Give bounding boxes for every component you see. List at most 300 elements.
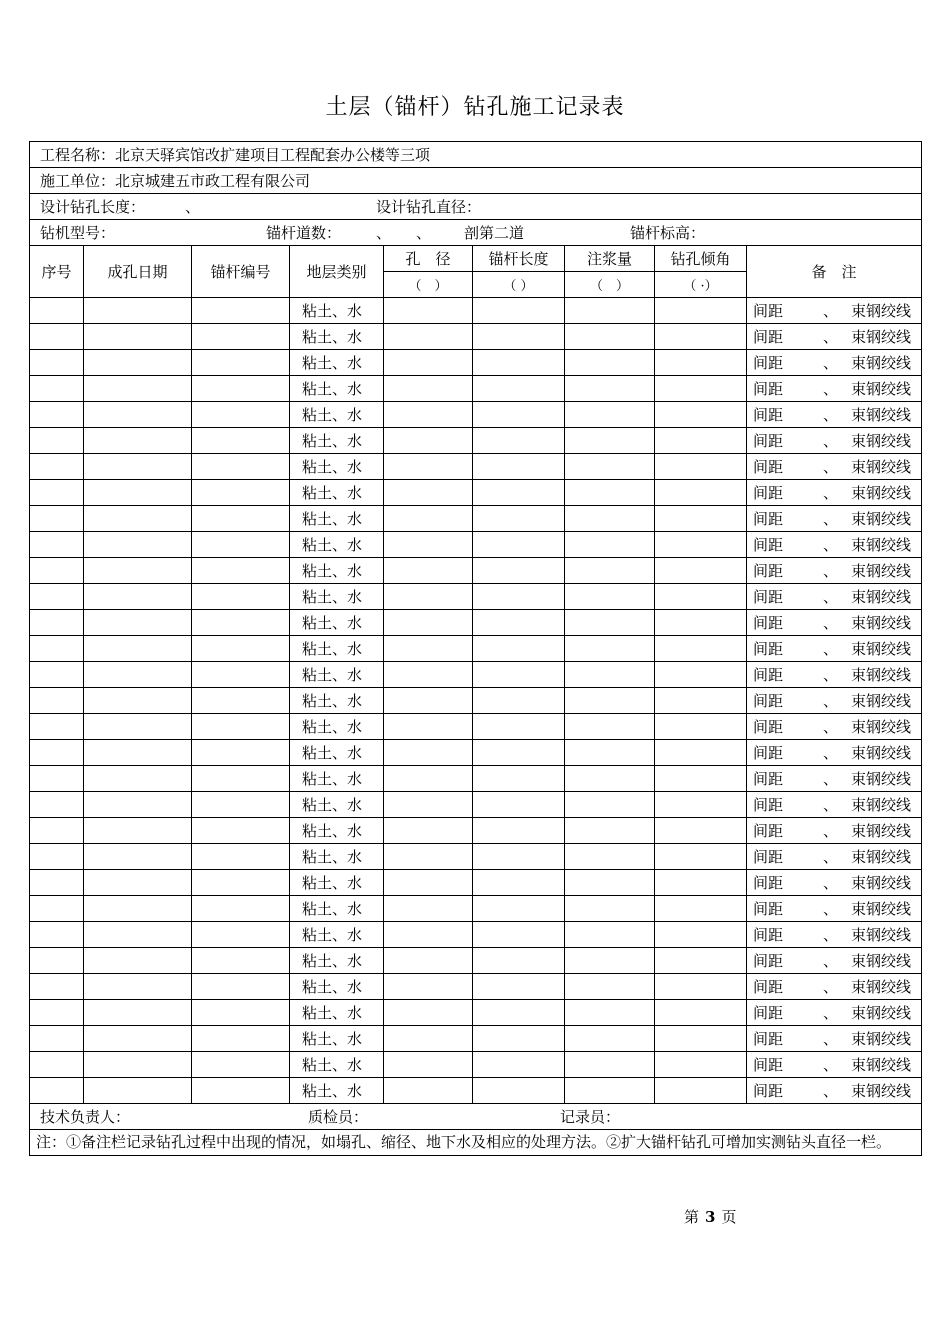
cell-length (473, 1052, 565, 1078)
col-anchor-no: 锚杆编号 (192, 246, 290, 298)
cell-anchor-no (192, 714, 290, 740)
page-title: 土层（锚杆）钻孔施工记录表 (325, 95, 625, 120)
cell-grout (565, 350, 655, 376)
remark-spacing-label: 间距 (753, 406, 784, 424)
table-row (30, 792, 922, 818)
col-length: 锚杆长度 (473, 246, 565, 272)
table-row (30, 974, 922, 1000)
cell-length (473, 636, 565, 662)
remark-strand-label: 束钢绞线 (851, 432, 912, 450)
cell-date (84, 428, 192, 454)
cell-grout (565, 376, 655, 402)
table-row (30, 870, 922, 896)
remark-strand-label: 束钢绞线 (851, 796, 912, 814)
cell-remarks (747, 688, 922, 714)
cell-date (84, 506, 192, 532)
cell-remarks (747, 1052, 922, 1078)
cell-stratum: 粘土、水 (290, 948, 384, 974)
section-label: 剖第二道 (464, 224, 525, 242)
cell-length (473, 766, 565, 792)
cell-date (84, 844, 192, 870)
remark-spacing-label: 间距 (753, 874, 784, 892)
cell-anchor-no (192, 974, 290, 1000)
remark-strand-label: 束钢绞线 (851, 458, 912, 476)
cell-remarks (747, 1078, 922, 1104)
table-row (30, 428, 922, 454)
cell-remarks (747, 558, 922, 584)
cell-length (473, 376, 565, 402)
cell-grout (565, 428, 655, 454)
cell-stratum: 粘土、水 (290, 480, 384, 506)
cell-remarks (747, 792, 922, 818)
cell-length (473, 740, 565, 766)
remark-strand-label: 束钢绞线 (851, 874, 912, 892)
cell-date (84, 1052, 192, 1078)
cell-seq (30, 532, 84, 558)
cell-seq (30, 818, 84, 844)
remark-separator: 、 (823, 744, 839, 762)
cell-date (84, 298, 192, 324)
drilling-record-table (29, 141, 922, 1156)
cell-diameter (384, 844, 473, 870)
cell-angle (655, 844, 747, 870)
cell-seq (30, 298, 84, 324)
cell-seq (30, 1078, 84, 1104)
remark-spacing-label: 间距 (753, 770, 784, 788)
cell-length (473, 506, 565, 532)
remark-spacing-label: 间距 (753, 354, 784, 372)
remark-separator: 、 (823, 432, 839, 450)
cell-grout (565, 662, 655, 688)
remark-strand-label: 束钢绞线 (851, 978, 912, 996)
remark-separator: 、 (823, 458, 839, 476)
col-angle: 钻孔倾角 (655, 246, 747, 272)
cell-diameter (384, 402, 473, 428)
table-row (30, 584, 922, 610)
cell-seq (30, 1026, 84, 1052)
cell-date (84, 1078, 192, 1104)
remark-spacing-label: 间距 (753, 1082, 784, 1100)
anchor-count-label: 锚杆道数： (266, 224, 342, 242)
tech-lead-label: 技术负责人： (40, 1108, 131, 1126)
cell-stratum: 粘土、水 (290, 922, 384, 948)
table-row (30, 324, 922, 350)
cell-stratum: 粘土、水 (290, 1078, 384, 1104)
cell-remarks (747, 402, 922, 428)
cell-grout (565, 402, 655, 428)
cell-seq (30, 766, 84, 792)
cell-seq (30, 870, 84, 896)
remark-separator: 、 (823, 1056, 839, 1074)
remark-strand-label: 束钢绞线 (851, 562, 912, 580)
remark-spacing-label: 间距 (753, 1030, 784, 1048)
remark-spacing-label: 间距 (753, 1004, 784, 1022)
remark-spacing-label: 间距 (753, 822, 784, 840)
cell-remarks (747, 636, 922, 662)
cell-anchor-no (192, 610, 290, 636)
cell-diameter (384, 896, 473, 922)
cell-angle (655, 350, 747, 376)
remark-separator: 、 (823, 666, 839, 684)
inspector-label: 质检员： (308, 1108, 369, 1126)
cell-length (473, 688, 565, 714)
remark-strand-label: 束钢绞线 (851, 744, 912, 762)
cell-anchor-no (192, 480, 290, 506)
cell-date (84, 558, 192, 584)
cell-angle (655, 922, 747, 948)
cell-angle (655, 688, 747, 714)
cell-anchor-no (192, 1052, 290, 1078)
cell-diameter (384, 584, 473, 610)
cell-angle (655, 870, 747, 896)
cell-seq (30, 324, 84, 350)
cell-anchor-no (192, 636, 290, 662)
cell-grout (565, 714, 655, 740)
cell-remarks (747, 324, 922, 350)
cell-stratum: 粘土、水 (290, 350, 384, 376)
cell-seq (30, 558, 84, 584)
remark-strand-label: 束钢绞线 (851, 640, 912, 658)
cell-stratum: 粘土、水 (290, 844, 384, 870)
cell-grout (565, 688, 655, 714)
cell-diameter (384, 350, 473, 376)
cell-length (473, 662, 565, 688)
cell-diameter (384, 324, 473, 350)
remark-spacing-label: 间距 (753, 614, 784, 632)
cell-grout (565, 896, 655, 922)
table-row (30, 1078, 922, 1104)
cell-anchor-no (192, 298, 290, 324)
remark-separator: 、 (823, 302, 839, 320)
cell-stratum: 粘土、水 (290, 1026, 384, 1052)
cell-anchor-no (192, 948, 290, 974)
cell-length (473, 792, 565, 818)
cell-date (84, 818, 192, 844)
remark-separator: 、 (823, 510, 839, 528)
cell-diameter (384, 298, 473, 324)
project-name: 工程名称：北京天驿宾馆改扩建项目工程配套办公楼等三项 (30, 142, 922, 168)
cell-angle (655, 376, 747, 402)
col-stratum: 地层类别 (290, 246, 384, 298)
cell-length (473, 584, 565, 610)
remark-spacing-label: 间距 (753, 926, 784, 944)
table-row (30, 740, 922, 766)
cell-diameter (384, 974, 473, 1000)
remark-separator: 、 (823, 588, 839, 606)
remark-spacing-label: 间距 (753, 458, 784, 476)
cell-length (473, 428, 565, 454)
cell-date (84, 688, 192, 714)
remark-spacing-label: 间距 (753, 718, 784, 736)
cell-anchor-no (192, 428, 290, 454)
cell-anchor-no (192, 792, 290, 818)
rig-row (30, 220, 922, 246)
cell-grout (565, 610, 655, 636)
cell-grout (565, 766, 655, 792)
table-row (30, 350, 922, 376)
cell-length (473, 1026, 565, 1052)
cell-stratum: 粘土、水 (290, 896, 384, 922)
col-diameter: 孔 径 (384, 246, 473, 272)
cell-anchor-no (192, 844, 290, 870)
cell-length (473, 948, 565, 974)
cell-date (84, 740, 192, 766)
remark-spacing-label: 间距 (753, 380, 784, 398)
cell-grout (565, 454, 655, 480)
cell-remarks (747, 1000, 922, 1026)
cell-seq (30, 688, 84, 714)
cell-stratum: 粘土、水 (290, 1000, 384, 1026)
cell-angle (655, 740, 747, 766)
cell-grout (565, 1000, 655, 1026)
cell-remarks (747, 376, 922, 402)
cell-date (84, 480, 192, 506)
cell-length (473, 922, 565, 948)
cell-angle (655, 792, 747, 818)
cell-stratum: 粘土、水 (290, 402, 384, 428)
cell-seq (30, 844, 84, 870)
cell-angle (655, 506, 747, 532)
cell-remarks (747, 1026, 922, 1052)
cell-stratum: 粘土、水 (290, 376, 384, 402)
cell-stratum: 粘土、水 (290, 740, 384, 766)
cell-grout (565, 948, 655, 974)
cell-angle (655, 610, 747, 636)
cell-seq (30, 506, 84, 532)
cell-length (473, 480, 565, 506)
table-row (30, 636, 922, 662)
cell-angle (655, 1000, 747, 1026)
remark-spacing-label: 间距 (753, 562, 784, 580)
remark-separator: 、 (823, 900, 839, 918)
cell-length (473, 714, 565, 740)
cell-anchor-no (192, 324, 290, 350)
cell-grout (565, 740, 655, 766)
cell-length (473, 818, 565, 844)
remark-separator: 、 (823, 770, 839, 788)
anchor-elevation-label: 锚杆标高： (630, 224, 706, 242)
cell-remarks (747, 974, 922, 1000)
cell-date (84, 532, 192, 558)
cell-anchor-no (192, 350, 290, 376)
cell-anchor-no (192, 506, 290, 532)
cell-diameter (384, 766, 473, 792)
col-grout-unit: （ ） (565, 272, 655, 298)
cell-date (84, 896, 192, 922)
cell-stratum: 粘土、水 (290, 454, 384, 480)
remark-strand-label: 束钢绞线 (851, 1004, 912, 1022)
remark-separator: 、 (823, 328, 839, 346)
cell-remarks (747, 714, 922, 740)
table-row (30, 1052, 922, 1078)
cell-seq (30, 948, 84, 974)
remark-strand-label: 束钢绞线 (851, 328, 912, 346)
remark-spacing-label: 间距 (753, 666, 784, 684)
cell-grout (565, 506, 655, 532)
design-row (30, 194, 922, 220)
remark-spacing-label: 间距 (753, 432, 784, 450)
cell-date (84, 324, 192, 350)
anchor-count-sep1: 、 (376, 224, 392, 242)
remark-strand-label: 束钢绞线 (851, 848, 912, 866)
cell-anchor-no (192, 688, 290, 714)
cell-length (473, 1000, 565, 1026)
remark-separator: 、 (823, 484, 839, 502)
table-row (30, 714, 922, 740)
cell-remarks (747, 740, 922, 766)
cell-remarks (747, 896, 922, 922)
cell-length (473, 896, 565, 922)
cell-diameter (384, 948, 473, 974)
cell-diameter (384, 792, 473, 818)
cell-stratum: 粘土、水 (290, 714, 384, 740)
cell-stratum: 粘土、水 (290, 974, 384, 1000)
cell-diameter (384, 1026, 473, 1052)
cell-seq (30, 480, 84, 506)
table-row (30, 896, 922, 922)
contractor-name: 施工单位：北京城建五市政工程有限公司 (30, 168, 922, 194)
cell-grout (565, 844, 655, 870)
remark-strand-label: 束钢绞线 (851, 484, 912, 502)
table-row (30, 532, 922, 558)
cell-stratum: 粘土、水 (290, 792, 384, 818)
cell-stratum: 粘土、水 (290, 584, 384, 610)
remark-spacing-label: 间距 (753, 978, 784, 996)
table-row (30, 402, 922, 428)
cell-stratum: 粘土、水 (290, 298, 384, 324)
remark-separator: 、 (823, 614, 839, 632)
remark-spacing-label: 间距 (753, 640, 784, 658)
cell-anchor-no (192, 584, 290, 610)
design-length-sep: 、 (185, 198, 201, 216)
cell-angle (655, 1078, 747, 1104)
table-row (30, 688, 922, 714)
remark-spacing-label: 间距 (753, 302, 784, 320)
cell-grout (565, 974, 655, 1000)
cell-anchor-no (192, 1078, 290, 1104)
table-row (30, 454, 922, 480)
cell-date (84, 1000, 192, 1026)
cell-stratum: 粘土、水 (290, 558, 384, 584)
cell-stratum: 粘土、水 (290, 1052, 384, 1078)
cell-angle (655, 454, 747, 480)
cell-stratum: 粘土、水 (290, 766, 384, 792)
cell-stratum: 粘土、水 (290, 818, 384, 844)
remark-strand-label: 束钢绞线 (851, 926, 912, 944)
table-row (30, 558, 922, 584)
remark-strand-label: 束钢绞线 (851, 770, 912, 788)
cell-grout (565, 1078, 655, 1104)
cell-anchor-no (192, 1000, 290, 1026)
col-length-unit: （ ） (473, 272, 565, 298)
cell-length (473, 324, 565, 350)
page-number-value: 3 (705, 1208, 716, 1226)
cell-anchor-no (192, 402, 290, 428)
cell-grout (565, 922, 655, 948)
remark-strand-label: 束钢绞线 (851, 952, 912, 970)
cell-date (84, 870, 192, 896)
table-row (30, 766, 922, 792)
anchor-count-sep2: 、 (416, 224, 432, 242)
cell-seq (30, 1000, 84, 1026)
cell-anchor-no (192, 740, 290, 766)
table-row (30, 1026, 922, 1052)
cell-grout (565, 636, 655, 662)
table-row (30, 298, 922, 324)
remark-spacing-label: 间距 (753, 328, 784, 346)
cell-remarks (747, 584, 922, 610)
cell-diameter (384, 870, 473, 896)
remark-spacing-label: 间距 (753, 744, 784, 762)
cell-diameter (384, 506, 473, 532)
cell-anchor-no (192, 818, 290, 844)
cell-diameter (384, 818, 473, 844)
col-diameter-unit: （ ） (384, 272, 473, 298)
cell-stratum: 粘土、水 (290, 428, 384, 454)
cell-seq (30, 1052, 84, 1078)
remark-spacing-label: 间距 (753, 848, 784, 866)
remark-strand-label: 束钢绞线 (851, 354, 912, 372)
design-diameter-label: 设计钻孔直径： (376, 198, 482, 216)
cell-angle (655, 818, 747, 844)
cell-remarks (747, 610, 922, 636)
cell-stratum: 粘土、水 (290, 870, 384, 896)
table-row (30, 506, 922, 532)
col-seq: 序号 (30, 246, 84, 298)
cell-remarks (747, 922, 922, 948)
cell-date (84, 974, 192, 1000)
cell-grout (565, 532, 655, 558)
cell-seq (30, 792, 84, 818)
remark-separator: 、 (823, 562, 839, 580)
cell-seq (30, 740, 84, 766)
cell-diameter (384, 1078, 473, 1104)
col-grout: 注浆量 (565, 246, 655, 272)
cell-length (473, 844, 565, 870)
remark-separator: 、 (823, 354, 839, 372)
table-row (30, 922, 922, 948)
cell-length (473, 870, 565, 896)
cell-angle (655, 480, 747, 506)
cell-date (84, 662, 192, 688)
cell-diameter (384, 1052, 473, 1078)
cell-remarks (747, 948, 922, 974)
cell-diameter (384, 480, 473, 506)
cell-grout (565, 870, 655, 896)
remark-separator: 、 (823, 536, 839, 554)
cell-length (473, 532, 565, 558)
cell-angle (655, 532, 747, 558)
remark-strand-label: 束钢绞线 (851, 666, 912, 684)
footnote: 注：①备注栏记录钻孔过程中出现的情况，如塌孔、缩径、地下水及相应的处理方法。②扩大锚杆钻孔可增加实测钻头直径一栏。 (30, 1130, 922, 1156)
col-remarks: 备 注 (747, 246, 922, 298)
cell-grout (565, 1026, 655, 1052)
design-length-label: 设计钻孔长度： (40, 198, 146, 216)
cell-date (84, 792, 192, 818)
cell-remarks (747, 298, 922, 324)
table-row (30, 376, 922, 402)
cell-remarks (747, 870, 922, 896)
cell-remarks (747, 766, 922, 792)
table-row (30, 610, 922, 636)
cell-angle (655, 324, 747, 350)
col-angle-unit: （ ·） (655, 272, 747, 298)
cell-diameter (384, 922, 473, 948)
cell-anchor-no (192, 896, 290, 922)
cell-seq (30, 350, 84, 376)
cell-grout (565, 792, 655, 818)
cell-seq (30, 714, 84, 740)
